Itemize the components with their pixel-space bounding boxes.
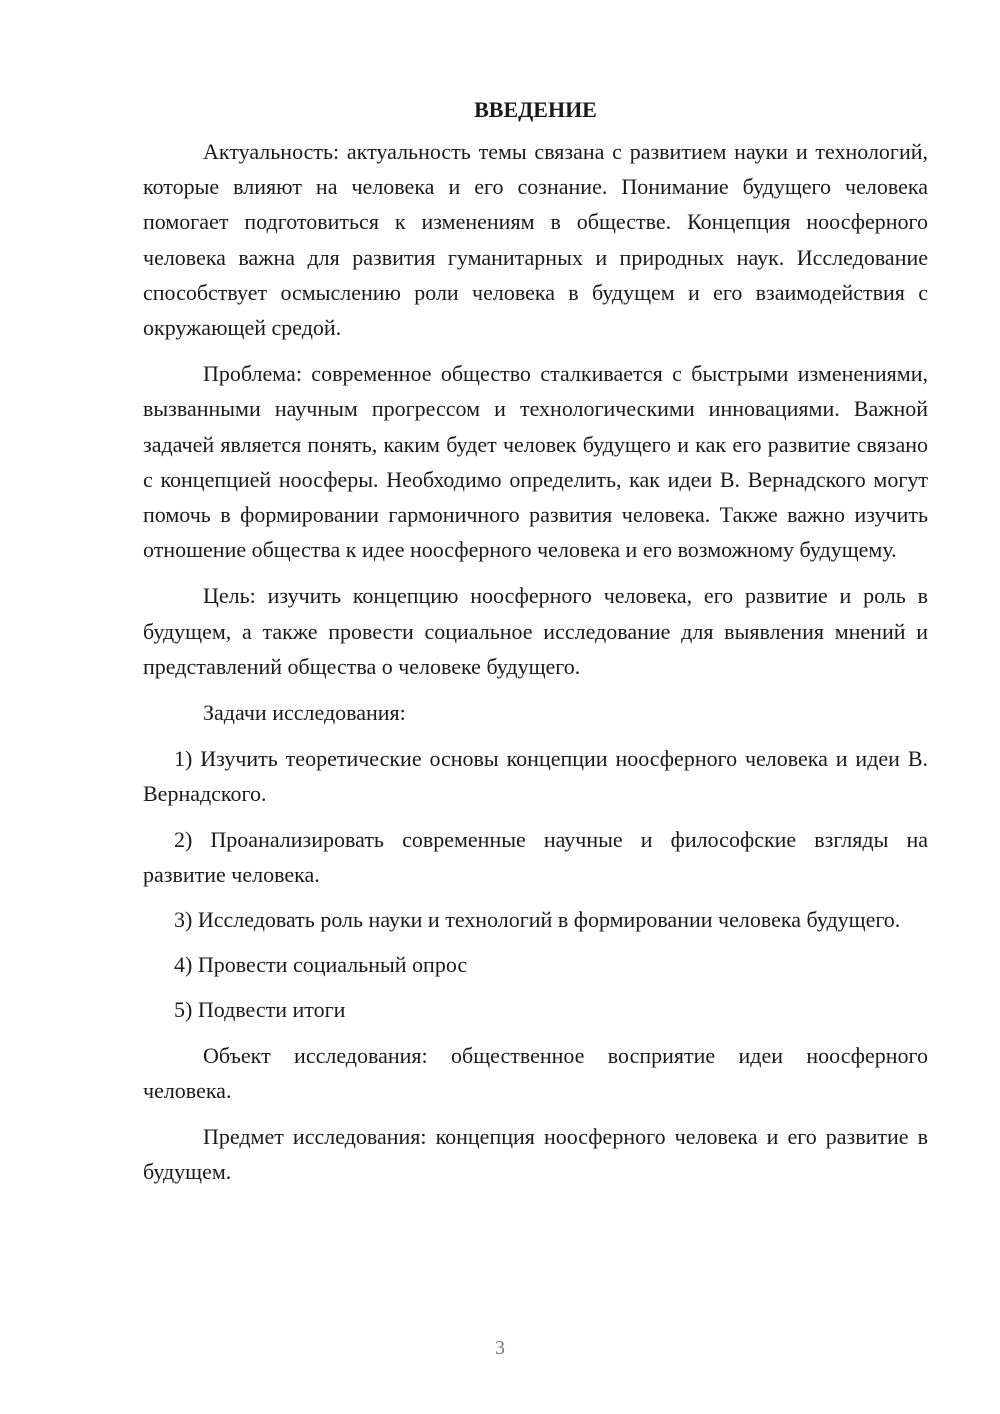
page-content bbox=[143, 94, 928, 1200]
task-item-2: 2) Проанализировать современные научные и философские взгляды на развитие человека. bbox=[143, 826, 928, 887]
problem-paragraph: Проблема: современное общество сталкивается с быстрыми изменениями, вызванными научным прогрессом и технологическими инновациями. Важной задачей является понять, каким будет человек будущего и как его развитие связано с концепцией ноосферы. Необходимо определить, как идеи В. Вернадского могут помочь в формировании гармоничного развития человека. Также важно изучить отношение общества к идее ноосферного человека и его возможному будущему. bbox=[143, 361, 928, 563]
page-number: 3 bbox=[495, 1337, 505, 1359]
section-heading: ВВЕДЕНИЕ bbox=[474, 97, 597, 122]
tasks-title: Задачи исследования: bbox=[203, 700, 406, 726]
task-item-1: 1) Изучить теоретические основы концепции ноосферного человека и идеи В. Вернадского. bbox=[143, 746, 928, 807]
goal-paragraph: Цель: изучить концепцию ноосферного человека, его развитие и роль в будущем, а также провести социальное исследование для выявления мнений и представлений общества о человеке будущего. bbox=[143, 583, 928, 679]
task-item-5: 5) Подвести итоги bbox=[174, 997, 346, 1023]
task-item-4: 4) Провести социальный опрос bbox=[174, 952, 468, 978]
task-item-3: 3) Исследовать роль науки и технологий в формировании человека будущего. bbox=[174, 907, 901, 933]
relevance-paragraph: Актуальность: актуальность темы связана с развитием науки и технологий, которые влияют на человека и его сознание. Понимание будущего человека помогает подготовиться к изменениям в обществе. Концепция ноосферного человека важна для развития гуманитарных и природных наук. Исследование способствует осмыслению роли человека в будущем и его взаимодействия с окружающей средой. bbox=[143, 139, 928, 341]
object-paragraph: Объект исследования: общественное восприятие идеи ноосферного человека. bbox=[143, 1042, 928, 1103]
subject-paragraph: Предмет исследования: концепция ноосферного человека и его развитие в будущем. bbox=[143, 1124, 928, 1185]
